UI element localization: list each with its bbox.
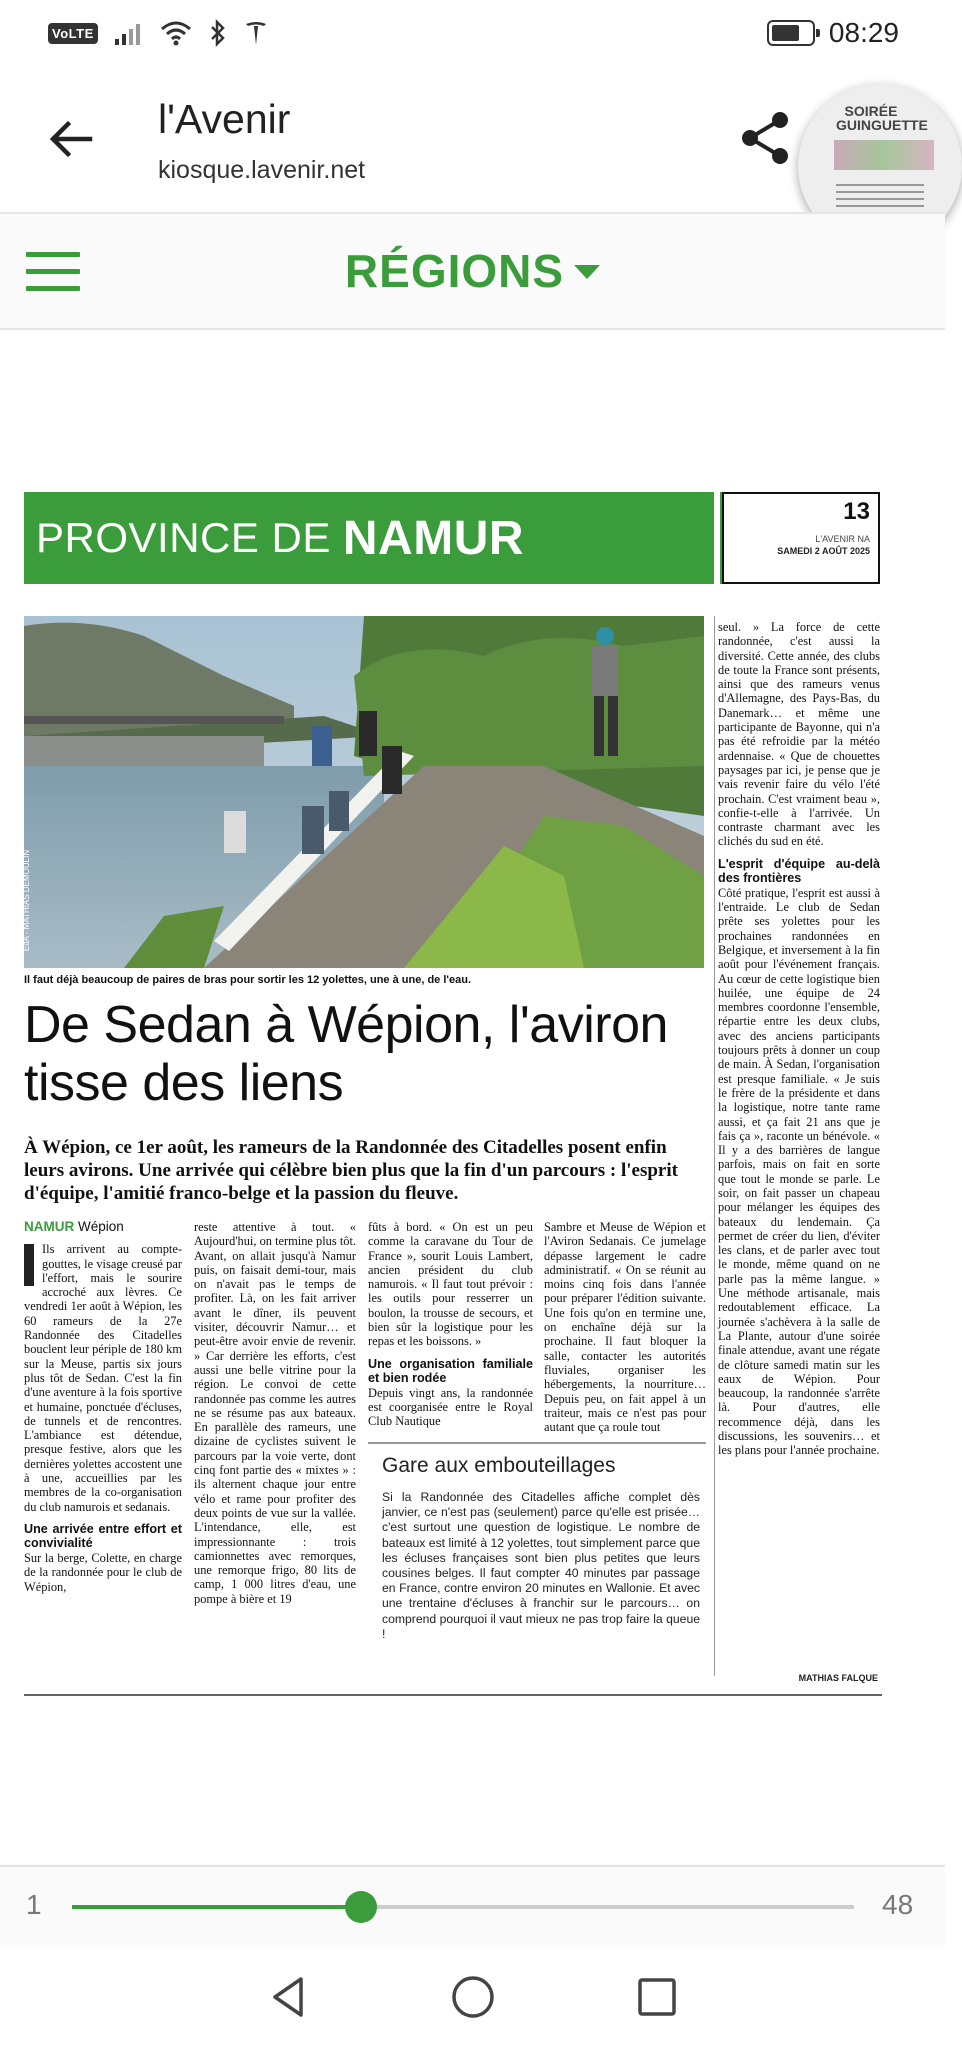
seek-progress [72,1905,361,1909]
article-column-3 [368,1220,533,1436]
dateline-city: NAMUR [24,1219,75,1234]
column-4-text: Sambre et Meuse de Wépion et l'Aviron Sedanais. Ce jumelage dépasse largement le cadre administratif. « On se réunit au moins cinq fois dans l'année pour préparer l'édition suivante. Une fois qu'on en termine une, on enchaîne déjà sur la prochaine. Il faut bloquer la salle, contacter les autorités fluviales, organiser les hébergements, la nourriture… Depuis peu, on fait appel à un traiteur, mais ce n'est pas pour autant que ça roule tout [544,1220,706,1435]
tesla-icon [244,20,268,46]
wifi-icon [160,20,192,46]
thumb-text: SOIRÉE GUINGUETTE [836,103,928,133]
seek-total-pages: 48 [882,1889,914,1920]
box-divider [368,1442,706,1444]
dateline [24,1220,182,1234]
page-number: 13 [843,498,870,525]
page-source: L'AVENIR NA [815,534,870,544]
section-navbar [0,212,945,330]
dateline-place: Wépion [78,1219,124,1234]
column-1-text: Ils arrivent au compte-gouttes, le visage creusé par l'effort, mais le sourire accroché aux lèvres. Ce vendredi 1er août à Wépion, les 60 rameurs de la 27e Randonnée des Citadelles bouclent leur périple de 180 km sur la Meuse, partis six jours plus tôt de Sedan. C'est la fin d'une aventure à la fois sportive et humaine, ponctuée d'écluses, de tunnels et de rencontres. L'ambiance est détendue, presque festive, alors que les dernières yolettes accostent une à une, accueillies par les membres de la co-organisation du club namurois et sedanais. [24,1242,182,1514]
article-column-2 [194,1220,356,1690]
app-bar [0,66,945,212]
newspaper-page[interactable] [22,480,882,1705]
circle-home-icon[interactable] [449,1973,497,2021]
volte-badge: VoLTE [48,23,98,44]
bluetooth-icon [208,19,228,47]
app-title: l'Avenir [158,96,291,142]
page-number-box [722,492,880,584]
section-dropdown[interactable] [0,244,945,298]
status-time: 08:29 [828,17,899,48]
system-nav-bar [0,1946,945,2048]
column-1-text-2: Sur la berge, Colette, en charge de la randonnée pour le club de Wépion, [24,1550,182,1594]
seek-track[interactable] [72,1905,854,1909]
column-5-text-2: Côté pratique, l'esprit est aussi à l'entraide. Le club de Sedan prête ses yolettes pour les prochaines randonnées en Belgique, et inversement à la fin août pour l'événement français. Au cœur de cette logistique bien huilée, une équipe de 24 membres coordonne l'ensemble, répartie entre les deux clubs, avec des anciens participants toujours prêts à donner un coup de main. À Sedan, l'organisation est presque familiale. « Je suis le frère de la présidente et dans la logistique, notre tante rame aussi, et ça fait 21 ans que je fais ça », raconte un bénévole. « Il y a des barrières de langue parfois, mais on fait en sorte que tout le monde se parle. Le soir, on fait passer un chapeau pour mélanger les équipes des bateaux du lendemain. Ça permet de créer du lien, d'éviter les clans, et de parler avec tout le monde, même quand on ne parle pas la même langue. » Une méthode artisanale, mais redoutablement efficace. La journée s'achèvera à la salle de La Plante, autour d'une soirée finale attendue, avant une régate de clôture samedi matin sur les eaux de Wépion. Pour beaucoup, la randonnée s'arrête là. Pour d'autres, elle recommence déjà, dans les discussions, les souvenirs… et les plans pour l'année prochaine. [718,885,880,1458]
article-column-5 [718,620,880,1670]
region-banner [24,492,714,584]
column-1-subheading: Une arrivée entre effort et convivialité [24,1521,182,1550]
banner-prefix: PROVINCE DE [36,514,331,561]
back-arrow-icon[interactable] [46,114,96,164]
page-seekbar [0,1865,945,1945]
article-column-1 [24,1220,182,1690]
article-photo [24,616,704,968]
app-url: kiosque.lavenir.net [158,156,366,184]
thumb-image [834,140,934,170]
page-date: SAMEDI 2 AOÛT 2025 [777,546,870,556]
sidebar-box-text: Si la Randonnée des Citadelles affiche complet dès janvier, ce n'est pas (seulement) parce qu'elle est prisée… c'est surtout une question de logistique. Le nombre de bateaux est limité à 12 yolettes, tout simplement parce que les écluses françaises sont bien plus petites que leurs cousines belges. Il faut compter 40 minutes par passage en France, contre environ 20 minutes en Wallonie. Et avec une trentaine d'écluses à franchir sur le parcours… on comprend pourquoi il vaut mieux ne pas trop faire la queue ! [382,1490,700,1641]
drop-cap [24,1244,34,1286]
column-3-text-2: Depuis vingt ans, la randonnée est coorganisée entre le Royal Club Nautique [368,1385,533,1429]
status-bar [0,0,945,66]
signal-icon [114,21,144,45]
square-recents-icon[interactable] [633,1973,681,2021]
author-signature: MATHIAS FALQUE [798,1673,878,1683]
article-lead: À Wépion, ce 1er août, les rameurs de la Randonnée des Citadelles posent enfin leurs avirons. Une arrivée qui célèbre bien plus que la fin d'un parcours : l'esprit d'équipe, l'amitié franco-belge et la passion du fleuve. [24,1137,678,1204]
article-headline: De Sedan à Wépion, l'aviron tisse des liens [24,996,668,1112]
triangle-back-icon[interactable] [265,1973,313,2021]
column-3-text: fûts à bord. « On est un peu comme la caravane du Tour de France », sourit Louis Lambert, ancien président du club namurois. « Il faut tout prévoir : les outils pour resserrer un boulon, la trousse de secours, et bien sûr la logistique pour les repas et les boissons. » [368,1220,533,1349]
photo-caption: Il faut déjà beaucoup de paires de bras pour sortir les 12 yolettes, une à une, de l'eau. [24,974,472,986]
column-2-text: reste attentive à tout. « Aujourd'hui, on termine plus tôt. Avant, on allait jusqu'à Namur puis, on faisait demi-tour, mais on n'avait pas le temps de profiter. Là, on les fait arriver avant le dîner, ils peuvent visiter, découvrir Namur… et peut-être avoir envie de revenir. » Car derrière les efforts, c'est aussi une belle vitrine pour la région. Le convoi de cette randonnée pas comme les autres ne se résume pas aux bateaux. En parallèle des rameurs, une dizaine de cyclistes suivent le parcours par la voie verte, dont cinq font partie des « mixtes » : ils alternent chaque jour entre vélo et rame pour profiter des deux points de vue sur la vallée. L'intendance, elle, est impressionnante : trois camionnettes avec remorques, une remorque frigo, 80 lits de camp, 1 000 litres d'eau, une pompe à bière et 19 [194,1220,356,1606]
section-label: RÉGIONS [344,245,565,297]
status-right [767,17,899,49]
battery-icon [767,20,815,46]
share-icon[interactable] [738,110,792,166]
rowing-scene-image [24,616,704,968]
seek-current-page: 1 [26,1889,42,1920]
article-column-4 [544,1220,706,1436]
banner-name: NAMUR [342,511,525,565]
column-divider [714,616,715,1676]
battery-level [772,25,799,41]
photo-credit: EdA - MATHIAS DEMOULIN [22,849,32,952]
column-5-text: seul. » La force de cette randonnée, c'est aussi la diversité. Cette année, des clubs de toute la France sont présents, ainsi que des rameurs venus d'Allemagne, des Pays-Bas, du Danemark… et même une participante de Bayonne, qui n'a pas été refroidie par la météo ardennaise. « Que de chouettes paysages par ici, je pense que je vais revenir faire du vélo l'été prochain. C'est vraiment beau », confie-t-elle à l'arrivée. Un contraste charmant avec les clichés du sud en été. [718,620,880,849]
status-left [48,19,268,47]
seek-handle[interactable] [345,1891,377,1923]
caret-down-icon [574,265,600,279]
page-bottom-rule [24,1694,882,1696]
sidebar-box-title: Gare aux embouteillages [382,1454,616,1477]
column-5-subheading: L'esprit d'équipe au-delà des frontières [718,856,880,885]
column-3-subheading: Une organisation familiale et bien rodée [368,1356,533,1385]
